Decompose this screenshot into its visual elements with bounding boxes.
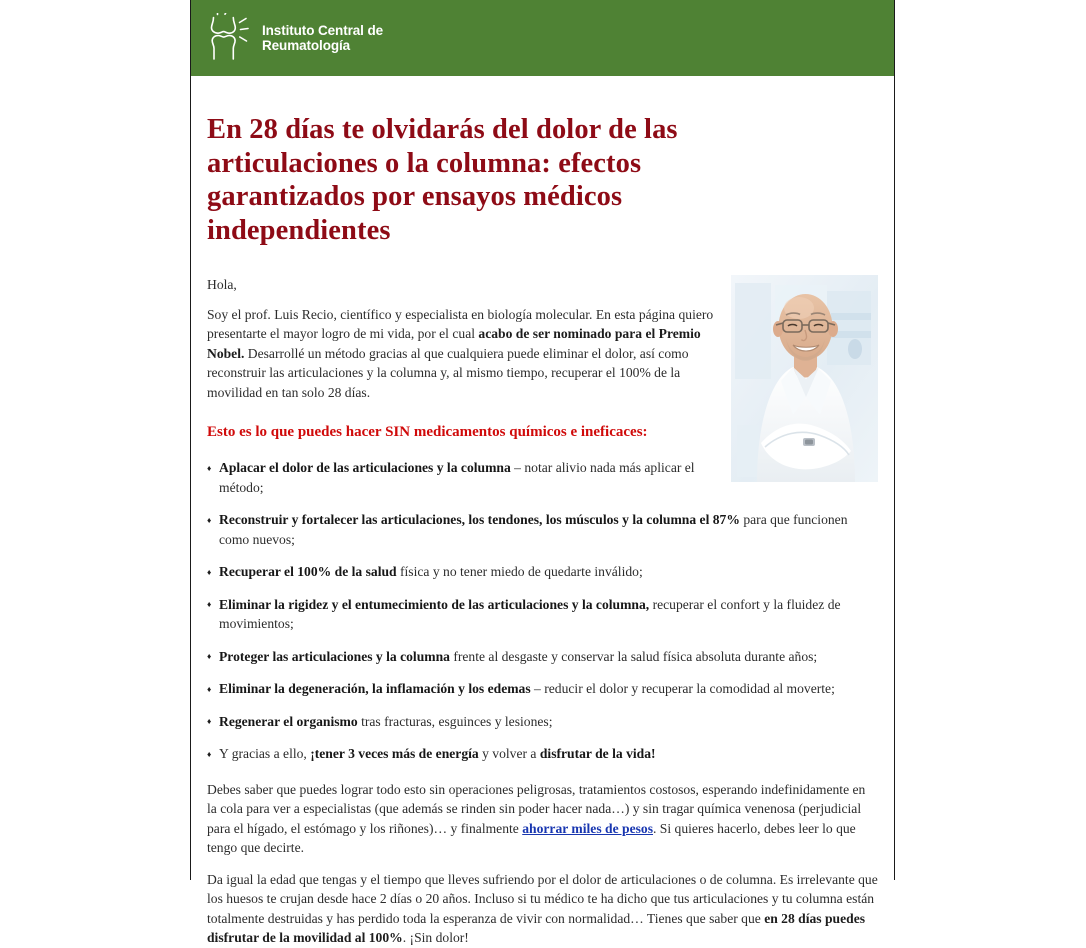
list-item-energy [207,744,878,764]
list-item [207,679,878,699]
intro-bold-nobel: acabo de ser nominado para el Premio Nobel. [207,326,701,361]
article-body [191,113,894,948]
brand-name [262,23,383,53]
benefit-lead: Reconstruir y fortalecer las articulaciones, los tendones, los músculos y la columna el 87% [219,512,740,527]
last-benefit-mid: y volver a [478,746,540,761]
last-benefit-pre: Y gracias a ello, [219,746,311,761]
list-item [207,647,878,667]
list-item [207,458,878,497]
benefit-rest: – notar alivio nada más aplicar el método; [219,460,695,495]
knee-joint-icon [205,13,253,63]
benefit-rest: para que funcionen como nuevos; [219,512,848,547]
savings-part-2: . Si quieres hacerlo, debes leer lo que tengo que decirte. [207,820,856,855]
benefit-lead: Regenerar el organismo [219,713,358,729]
list-item [207,712,878,732]
site-header [191,0,894,76]
age-part-1: Da igual la edad que tengas y el tiempo que lleves sufriendo por el dolor de articulaciones o de columna. Es irrelevante que los huesos te crujan desde hace 2 días o 20 años. Incluso si tu médico te ha dicho que tus articulaciones y tu columna están totalmente destruidas y has perdido toda la esperanza de vivir con normalidad… Tienes que saber que [207,871,878,926]
last-benefit-bold-2: disfrutar de la vida! [539,746,656,761]
last-benefit-bold-1: ¡tener 3 veces más de energía [310,746,479,761]
page-headline: En 28 días te olvidarás del dolor de las articulaciones o la columna: efectos garantizados por ensayos médicos independientes [207,114,678,246]
kicker-heading: Esto es lo que puedes hacer SIN medicamentos químicos e ineficaces: [207,424,648,440]
benefit-rest: recuperar el confort y la fluidez de movimientos; [219,596,841,631]
list-item [207,562,878,582]
intro-part-2: Desarrollé un método gracias al que cualquiera puede eliminar el dolor, así como reconstruir las articulaciones y la columna y, al mismo tiempo, recuperar el 100% de la movilidad en tan solo 28 días. [207,345,689,400]
brand-line-2: Reumatología [262,38,351,53]
brand-logo[interactable] [205,13,383,63]
intro-part-1: Soy el prof. Luis Recio, científico y especialista en biología molecular. En esta página quiero presentarte el mayor logro de mi vida, por el cual [207,306,714,341]
article-content [207,275,878,948]
benefits-list [207,458,878,764]
benefit-lead: Eliminar la degeneración, la inflamación y los edemas [219,681,531,696]
benefit-rest: física y no tener miedo de quedarte inválido; [396,564,643,579]
savings-part-1: Debes saber que puedes lograr todo esto sin operaciones peligrosas, tratamientos costosos, esperando indefinidamente en la cola para ver a especialistas (que además se rinden sin poder hacer nada…) y sin tragar química venenosa (perjudicial para el hígado, el estómago y los riñones)… y finalmente [207,781,866,836]
landing-page-sheet [190,0,895,945]
benefit-lead: Recuperar el 100% de la salud [219,564,397,579]
greeting-text: Hola, [207,277,237,292]
doctor-portrait [731,275,878,482]
list-item [207,510,878,549]
list-item [207,595,878,634]
benefit-lead: Eliminar la rigidez y el entumecimiento de las articulaciones y la columna, [219,596,650,612]
savings-paragraph [207,780,878,858]
benefit-rest: tras fracturas, esguinces y lesiones; [357,713,553,729]
age-paragraph [207,870,878,948]
brand-line-1: Instituto Central de [262,23,384,38]
ahorrar-miles-link[interactable]: ahorrar miles de pesos [522,820,653,836]
benefit-lead: Proteger las articulaciones y la columna [219,648,450,664]
age-part-2: . ¡Sin dolor! [402,930,469,945]
benefit-rest: – reducir el dolor y recuperar la comodidad al moverte; [530,681,835,696]
benefit-rest: frente al desgaste y conservar la salud física absoluta durante años; [449,648,818,664]
benefit-lead: Aplacar el dolor de las articulaciones y la columna [219,460,511,475]
age-bold-28-dias: en 28 días puedes disfrutar de la movilidad al 100% [207,910,866,945]
